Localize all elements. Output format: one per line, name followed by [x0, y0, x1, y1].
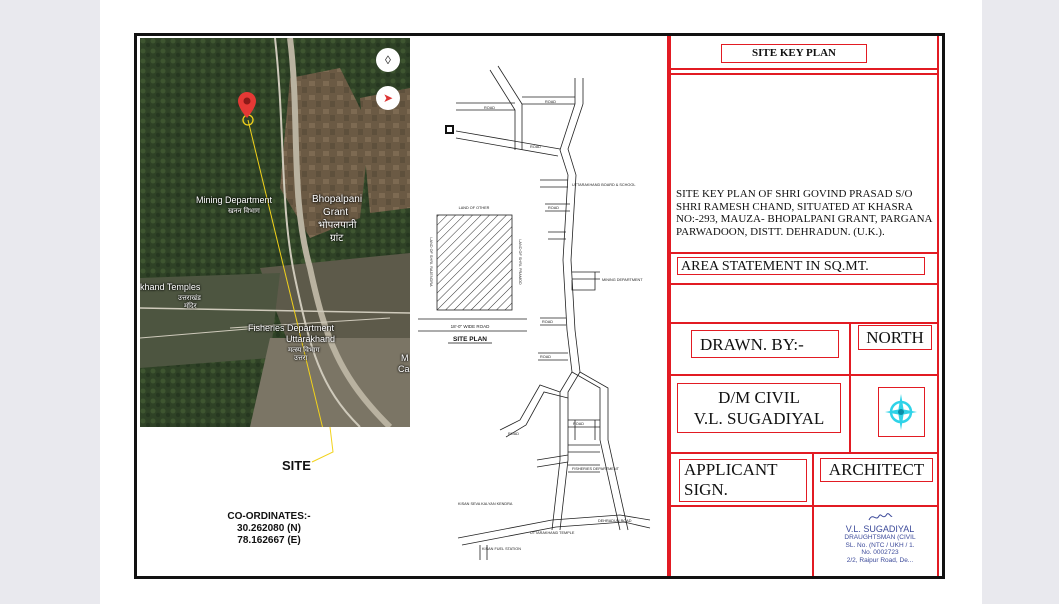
north-label: NORTH [858, 325, 932, 350]
map-label-grant-hi: ग्रांट [330, 233, 344, 244]
layers-icon[interactable]: ◊ [376, 48, 400, 72]
applicant-sign-box [679, 459, 807, 502]
road-label: ROAD [545, 100, 556, 104]
map-label-edge-m: M [401, 353, 409, 363]
architect-label: ARCHITECT [820, 458, 933, 482]
compass-icon [878, 387, 925, 437]
road-label-mining-dept: MINING DEPARTMENT [602, 278, 643, 282]
stamp-line2: DRAUGHTSMAN (CIVIL [844, 534, 916, 541]
site-label: SITE [282, 458, 311, 473]
map-label-grant: Grant [323, 207, 349, 218]
drafter-line2: V.L. SUGADIYAL [693, 409, 825, 428]
site-plan-road: 18'-0" WIDE ROAD [450, 324, 490, 329]
road-label-kisan-fuel: KISAN FUEL STATION [482, 547, 521, 551]
road-label: ROAD [540, 355, 551, 359]
map-label-fisheries-hi2: उत्तरा [294, 355, 308, 362]
drafter-line1: D/M CIVIL [718, 388, 800, 407]
map-label-mining-hi: खनन विभाग [228, 208, 260, 215]
road-label: ROAD [530, 145, 541, 149]
draughtsman-stamp [822, 510, 938, 572]
divider [671, 252, 939, 254]
coordinates-title: CO-ORDINATES:- [227, 511, 311, 522]
road-label-temple: UTTARAKHAND TEMPLE [530, 531, 575, 535]
site-plan-caption: SITE PLAN [453, 336, 487, 343]
site-plan-land-top: LAND OF OTHER [458, 206, 490, 210]
area-statement: AREA STATEMENT IN SQ.MT. [677, 257, 925, 275]
divider [671, 283, 939, 285]
stamp-line5: 2/2, Raipur Road, De... [846, 556, 914, 564]
drafter-box [677, 383, 841, 433]
map-label-fisheries-hi: मत्स्य विभाग [288, 347, 320, 354]
road-network [456, 66, 650, 560]
signature-mark [865, 510, 895, 524]
stamp-line1: V.L. SUGADIYAL [845, 524, 915, 534]
map-label-uttarakhand: Uttarakhand [286, 334, 336, 344]
title-block-divider [667, 36, 671, 576]
road-label: ROAD [548, 206, 559, 210]
road-label-kisan-seva: KISAN SEVA KALYAN KENDRA [458, 502, 513, 506]
divider [849, 322, 851, 452]
map-label-fisheries: Fisheries Department [248, 323, 335, 333]
divider [671, 452, 939, 454]
applicant-line1: APPLICANT [684, 460, 778, 479]
stamp-line4: No. 0002723 [861, 549, 899, 557]
road-label-board: UTTARAKHAND BOARD & SCHOOL [572, 183, 636, 187]
site-plot [437, 215, 512, 310]
map-label-bhopalpani-hi: भोपलपानी [318, 220, 357, 231]
map-label-temples-hi2: मंदिर [184, 303, 197, 310]
divider [671, 73, 939, 75]
coordinates-block [210, 511, 328, 547]
divider [671, 322, 939, 324]
title-block-edge [937, 36, 939, 576]
map-label-bhopalpani: Bhopalpani [312, 194, 363, 205]
map-label-temples-hi: उत्तराखंड [178, 295, 201, 302]
divider [671, 68, 939, 70]
coordinates-lon: 78.162667 (E) [237, 535, 301, 546]
road-label: ROAD [508, 432, 519, 436]
title-block-title: SITE KEY PLAN [721, 44, 867, 63]
map-label-temples: khand Temples [140, 282, 201, 292]
applicant-line2: SIGN. [684, 480, 728, 499]
drawn-by: DRAWN. BY:- [691, 330, 839, 358]
road-key-map [412, 38, 667, 576]
title-block-description: SITE KEY PLAN OF SHRI GOVIND PRASAD S/O SHRI RAMESH CHAND, SITUATED AT KHASRA NO:-293, MAUZA- BHOPALPANI GRANT, PARGANA PARWADOON, DISTT. DEHRADUN. (U.K.). [676, 188, 932, 238]
road-label-dehradun: DEHRADUN ROAD [598, 519, 632, 523]
divider [671, 505, 939, 507]
stamp-line3: SL. No. (NTC / UKH / 1. [845, 541, 915, 549]
road-label: ROAD [484, 106, 495, 110]
site-plan-land-left: LAND OF SHRI. RAJENDRA [429, 237, 433, 287]
direction-icon[interactable]: ➤ [376, 86, 400, 110]
road-label-fisheries: FISHERIES DEPARTMENT [572, 467, 619, 471]
divider [671, 374, 939, 376]
map-label-mining: Mining Department [196, 195, 273, 205]
divider [812, 452, 814, 576]
site-plan-land-right: LAND OF SHRI. PRAMOD [518, 239, 522, 285]
coordinates-lat: 30.262080 (N) [237, 523, 301, 534]
road-label: ROAD [573, 422, 584, 426]
road-label: ROAD [542, 320, 553, 324]
map-label-edge-ca: Ca [398, 364, 410, 374]
